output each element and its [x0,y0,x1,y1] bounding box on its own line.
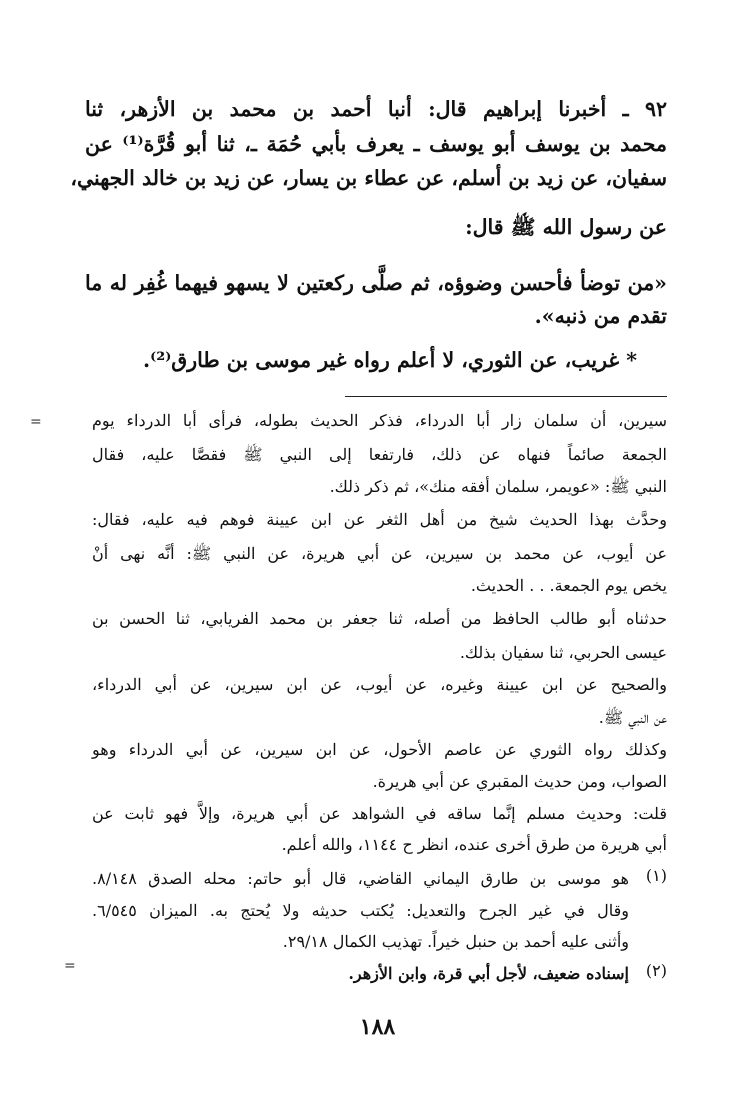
continuation-mark-bottom: = [64,958,76,974]
commentary-line: * غريب، عن الثوري، لا أعلم رواه غير موسى بن طارق⁽²⁾. [142,348,637,372]
note-line-2: الجمعة صائماً فنهاه عن ذلك، فارتفعا إلى النبي ﷺ فقصَّا عليه، فقال [92,445,667,464]
note-line-7: حدثناه أبو طالب الحافظ من أصله، ثنا جعفر بن محمد الفريابي، ثنا الحسن بن [92,609,668,628]
footnote-label-1: (١) [645,866,667,885]
main-line-5: «من توضأ فأحسن وضوؤه، ثم صلَّى ركعتين لا يسهو فيهما غُفِر له ما [85,271,667,295]
note-line-1: سيرين، أن سلمان زار أبا الدرداء، فذكر الحديث بطوله، فرأى أبا الدرداء يوم [92,411,667,430]
main-line-6: تقدم من ذنبه». [534,304,667,328]
note-line-9: والصحيح عن ابن عيينة وغيره، عن أيوب، عن ابن سيرين، عن أبي الدرداء، [92,675,667,694]
note-line-8: عيسى الحربي، ثنا سفيان بذلك. [459,643,667,662]
footnote-1-line-3: وأثنى عليه أحمد بن حنبل خيراً. تهذيب الكمال ٢٩/١٨. [282,932,629,951]
note-line-10: عن النبي ﷺ. [598,708,667,727]
footnote-1-line-1: هو موسى بن طارق اليماني القاضي، قال أبو حاتم: محله الصدق ٨/١٤٨. [92,869,629,888]
note-line-6: يخص يوم الجمعة. . . الحديث. [470,576,667,595]
note-line-12: الصواب، ومن حديث المقبري عن أبي هريرة. [372,772,667,791]
note-line-11: وكذلك رواه الثوري عن عاصم الأحول، عن ابن سيرين، عن أبي الدرداء وهو [92,740,667,759]
footnote-2-line-1: إسناده ضعيف، لأجل أبي قرة، وابن الأزهر. [348,964,629,983]
footnote-1-line-2: وقال في غير الجرح والتعديل: يُكتب حديثه ولا يُحتج به. الميزان ٦/٥٤٥. [92,901,629,920]
note-line-4: وحدَّث بهذا الحديث شيخ من أهل الثغر عن ابن عيينة فوهم فيه عليه، فقال: [92,510,667,529]
main-line-1: ٩٢ ـ أخبرنا إبراهيم قال: أنبا أحمد بن محمد بن الأزهر، ثنا [85,97,667,121]
main-line-4: عن رسول الله ﷺ قال: [465,215,667,239]
note-line-3: النبي ﷺ: «عويمر، سلمان أفقه منك»، ثم ذكر ذلك. [329,477,667,496]
note-line-14: أبي هريرة من طرق أخرى عنده، انظر ح ١١٤٤، والله أعلم. [281,835,667,854]
note-line-13: قلت: وحديث مسلم إنَّما ساقه في الشواهد عن أبي هريرة، وإلاَّ فهو ثابت عن [92,804,667,823]
page-number: ١٨٨ [359,1014,396,1040]
main-line-3: سفيان، عن زيد بن أسلم، عن عطاء بن يسار، عن زيد بن خالد الجهني، [70,166,667,190]
main-line-2: محمد بن يوسف أبو يوسف ـ يعرف بأبي حُمَة ـ، ثنا أبو قُرَّة⁽¹⁾ عن [85,132,667,156]
note-line-5: عن أيوب، عن محمد بن سيرين، عن أبي هريرة، عن النبي ﷺ: أنَّه نهى أنْ [92,544,667,563]
continuation-mark-top: = [30,414,42,430]
footnote-separator [345,396,667,397]
footnote-label-2: (٢) [645,961,667,980]
